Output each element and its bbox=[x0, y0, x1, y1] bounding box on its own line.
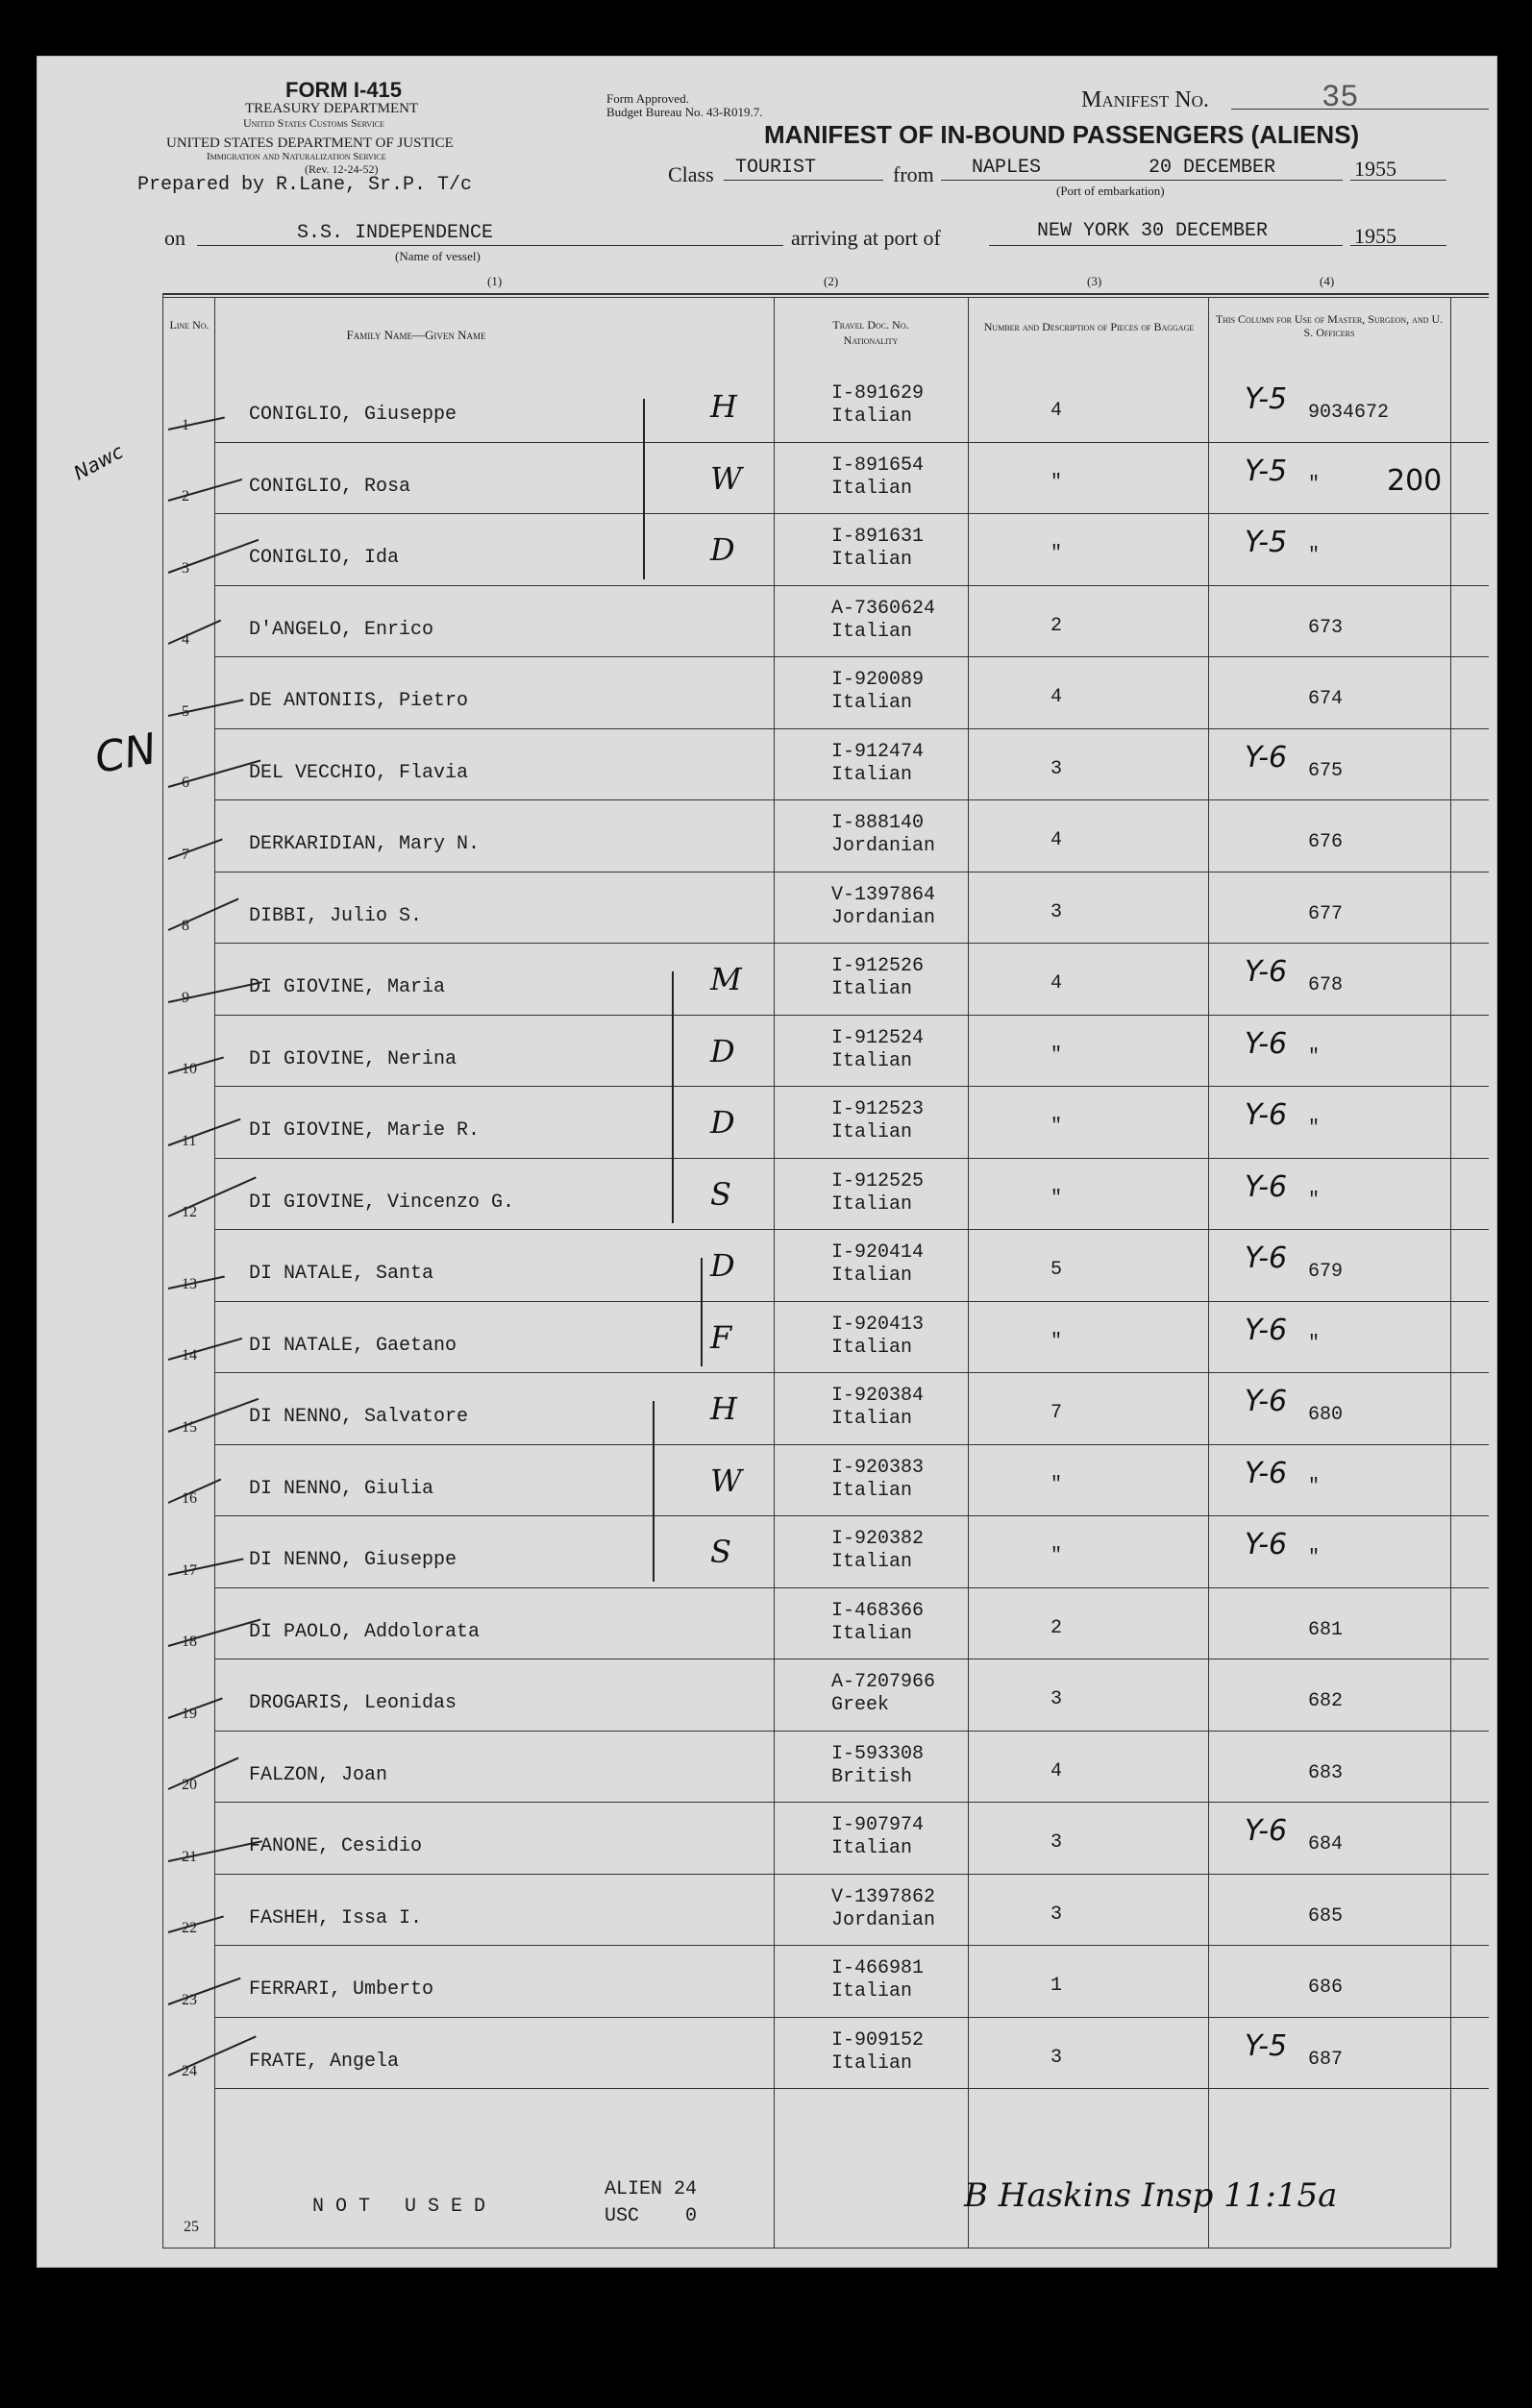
status-mark: Y-5 bbox=[1245, 382, 1288, 417]
relation-mark: D bbox=[710, 531, 735, 569]
line-number: 18 bbox=[182, 1634, 197, 1650]
status-mark: Y-6 bbox=[1245, 1528, 1288, 1562]
relation-mark: F bbox=[710, 1318, 732, 1356]
passenger-name: DE ANTONIIS, Pietro bbox=[249, 690, 469, 713]
line-number: 14 bbox=[182, 1347, 197, 1364]
travel-doc-number: I-466981 bbox=[831, 1957, 925, 1980]
line-number: 1 bbox=[182, 416, 189, 433]
travel-doc-number: A-7207966 bbox=[831, 1671, 936, 1694]
manifest-sheet bbox=[37, 56, 1497, 2268]
passenger-name: DI NENNO, Salvatore bbox=[249, 1406, 469, 1429]
baggage-count: " bbox=[1050, 1044, 1063, 1067]
travel-doc-number: I-920383 bbox=[831, 1456, 925, 1479]
status-mark: Y-6 bbox=[1245, 740, 1288, 774]
family-bracket bbox=[672, 971, 674, 1223]
line-number: 4 bbox=[182, 631, 189, 648]
baggage-count: 3 bbox=[1050, 900, 1063, 923]
prepared-by: Prepared by R.Lane, Sr.P. T/c bbox=[137, 174, 473, 196]
line-number: 17 bbox=[182, 1561, 197, 1579]
officer-number: 683 bbox=[1308, 1761, 1344, 1784]
revision: (Rev. 12-24-52) bbox=[305, 162, 379, 176]
passenger-name: DI NATALE, Santa bbox=[249, 1263, 434, 1286]
baggage-count: 3 bbox=[1050, 757, 1063, 780]
travel-doc-number: I-912474 bbox=[831, 740, 925, 763]
passenger-name: DI GIOVINE, Maria bbox=[249, 976, 446, 999]
baggage-count: " bbox=[1050, 1187, 1063, 1210]
passenger-name: DIBBI, Julio S. bbox=[249, 904, 423, 927]
class-label: Class bbox=[668, 162, 714, 186]
travel-doc-number: I-907974 bbox=[831, 1814, 925, 1837]
passenger-name: CONIGLIO, Rosa bbox=[249, 475, 411, 498]
travel-doc-number: I-920414 bbox=[831, 1241, 925, 1265]
line-number: 6 bbox=[182, 774, 189, 791]
customs-service: United States Customs Service bbox=[243, 116, 384, 130]
nationality: Italian bbox=[831, 1980, 913, 2003]
line-number: 19 bbox=[182, 1705, 197, 1722]
family-bracket bbox=[701, 1258, 703, 1366]
passenger-name: FERRARI, Umberto bbox=[249, 1978, 434, 2002]
status-mark: Y-6 bbox=[1245, 1241, 1288, 1276]
officer-number: " bbox=[1308, 1118, 1321, 1141]
travel-doc-number: I-912523 bbox=[831, 1098, 925, 1121]
table-row bbox=[37, 1659, 1496, 1731]
line-number: 5 bbox=[182, 702, 189, 720]
usc-count: USC 0 bbox=[605, 2205, 698, 2227]
table-row bbox=[37, 1444, 1496, 1516]
relation-mark: W bbox=[710, 1462, 742, 1499]
nationality: Italian bbox=[831, 1551, 913, 1574]
status-mark: Y-5 bbox=[1245, 526, 1288, 560]
travel-doc-number: I-912525 bbox=[831, 1169, 925, 1192]
passenger-name: DI GIOVINE, Nerina bbox=[249, 1047, 457, 1070]
line-number: 23 bbox=[182, 1991, 197, 2008]
officer-number: 687 bbox=[1308, 2048, 1344, 2071]
travel-doc-number: I-888140 bbox=[831, 812, 925, 835]
table-row bbox=[37, 585, 1496, 657]
baggage-count: 4 bbox=[1050, 686, 1063, 709]
justice-department: UNITED STATES DEPARTMENT OF JUSTICE bbox=[166, 135, 454, 151]
table-row bbox=[37, 943, 1496, 1015]
arriving-label: arriving at port of bbox=[791, 226, 941, 250]
relation-mark: M bbox=[710, 961, 742, 998]
line-number: 21 bbox=[182, 1848, 197, 1865]
manifest-number: 35 bbox=[1322, 80, 1359, 115]
line-number: 24 bbox=[182, 2063, 197, 2079]
relation-mark: S bbox=[710, 1534, 731, 1571]
status-mark: Y-5 bbox=[1245, 454, 1288, 488]
col-header-baggage: Number and Description of Pieces of Baggage bbox=[983, 320, 1195, 333]
nationality: Italian bbox=[831, 1192, 913, 1216]
col-header-doc: Travel Doc. No. bbox=[832, 318, 909, 332]
table-row bbox=[37, 728, 1496, 800]
table-row bbox=[37, 1802, 1496, 1874]
arrival-year: 1955 bbox=[1354, 224, 1396, 248]
table-row bbox=[37, 872, 1496, 944]
nationality: Italian bbox=[831, 1837, 913, 1860]
passenger-name: D'ANGELO, Enrico bbox=[249, 618, 434, 641]
passenger-name: DI GIOVINE, Vincenzo G. bbox=[249, 1191, 515, 1214]
table-row bbox=[37, 370, 1496, 442]
line-number: 20 bbox=[182, 1777, 197, 1793]
line-number: 22 bbox=[182, 1920, 197, 1936]
passenger-name: FASHEH, Issa I. bbox=[249, 1906, 423, 1929]
nationality: Italian bbox=[831, 978, 913, 1001]
nationality: Italian bbox=[831, 1265, 913, 1288]
baggage-count: " bbox=[1050, 543, 1063, 566]
passenger-name: CONIGLIO, Ida bbox=[249, 547, 400, 570]
nationality: Italian bbox=[831, 2052, 913, 2075]
officer-number: 677 bbox=[1308, 902, 1344, 925]
officer-number: 686 bbox=[1308, 1977, 1344, 2000]
col-header-officers: This Column for Use of Master, Surgeon, and U. S. Officers bbox=[1215, 312, 1444, 339]
officer-number: " bbox=[1308, 545, 1321, 568]
line-number: 9 bbox=[182, 989, 189, 1006]
travel-doc-number: I-920382 bbox=[831, 1528, 925, 1551]
passenger-name: FALZON, Joan bbox=[249, 1763, 388, 1786]
baggage-count: 4 bbox=[1050, 1759, 1063, 1782]
departure-date: 20 DECEMBER bbox=[1149, 157, 1276, 179]
line-number: 15 bbox=[182, 1418, 197, 1436]
passenger-name: DI NATALE, Gaetano bbox=[249, 1334, 457, 1357]
col-header-nationality: Nationality bbox=[843, 333, 899, 347]
budget-bureau: Budget Bureau No. 43-R019.7. bbox=[606, 105, 763, 119]
class-value: TOURIST bbox=[735, 157, 817, 179]
officer-number: 685 bbox=[1308, 1904, 1344, 1928]
passenger-name: DEL VECCHIO, Flavia bbox=[249, 761, 469, 784]
baggage-count: 4 bbox=[1050, 972, 1063, 995]
table-row bbox=[37, 439, 1496, 514]
nationality: Italian bbox=[831, 1049, 913, 1072]
embarkation-caption: (Port of embarkation) bbox=[1056, 184, 1165, 198]
nationality: Italian bbox=[831, 1336, 913, 1359]
table-row bbox=[37, 1515, 1496, 1587]
baggage-count: 3 bbox=[1050, 2046, 1063, 2069]
travel-doc-number: I-920384 bbox=[831, 1385, 925, 1408]
table-row bbox=[37, 1945, 1496, 2017]
travel-doc-number: I-920413 bbox=[831, 1313, 925, 1336]
line-number: 12 bbox=[182, 1204, 197, 1220]
officer-number: " bbox=[1308, 1475, 1321, 1498]
officer-number: 9034672 bbox=[1308, 402, 1390, 425]
travel-doc-number: I-909152 bbox=[831, 2028, 925, 2052]
passenger-name: DI NENNO, Giulia bbox=[249, 1477, 434, 1500]
passenger-name: DI GIOVINE, Marie R. bbox=[249, 1119, 481, 1143]
line-number: 16 bbox=[182, 1490, 197, 1507]
ins-service: Immigration and Naturalization Service bbox=[207, 151, 386, 162]
table-row bbox=[37, 1731, 1496, 1803]
travel-doc-number: I-468366 bbox=[831, 1599, 925, 1622]
status-mark: Y-6 bbox=[1245, 1169, 1288, 1204]
table-row bbox=[37, 1229, 1496, 1301]
officer-number: 678 bbox=[1308, 974, 1344, 997]
baggage-count: " bbox=[1050, 471, 1063, 494]
manifest-title: MANIFEST OF IN-BOUND PASSENGERS (ALIENS) bbox=[764, 120, 1360, 149]
travel-doc-number: V-1397864 bbox=[831, 883, 936, 906]
officer-number: 680 bbox=[1308, 1404, 1344, 1427]
line-number: 11 bbox=[182, 1132, 197, 1149]
baggage-count: 7 bbox=[1050, 1402, 1063, 1425]
table-row bbox=[37, 513, 1496, 585]
status-mark: Y-5 bbox=[1245, 2028, 1288, 2063]
passenger-name: FRATE, Angela bbox=[249, 2050, 400, 2073]
officer-number: 675 bbox=[1308, 759, 1344, 782]
baggage-count: 3 bbox=[1050, 1831, 1063, 1855]
nationality: Italian bbox=[831, 405, 913, 429]
table-row bbox=[37, 1086, 1496, 1158]
officer-number: 676 bbox=[1308, 831, 1344, 854]
family-bracket bbox=[643, 399, 645, 579]
officer-number: 684 bbox=[1308, 1833, 1344, 1856]
vessel-caption: (Name of vessel) bbox=[395, 249, 481, 263]
travel-doc-number: I-891629 bbox=[831, 382, 925, 405]
col-header-line-no: Line No. bbox=[169, 318, 210, 332]
baggage-count: 1 bbox=[1050, 1975, 1063, 1998]
line-number: 3 bbox=[182, 559, 189, 577]
nationality: Italian bbox=[831, 1121, 913, 1144]
form-approved: Form Approved. bbox=[606, 91, 689, 106]
nationality: Italian bbox=[831, 763, 913, 786]
relation-mark: S bbox=[710, 1175, 731, 1213]
nationality: Italian bbox=[831, 1622, 913, 1645]
baggage-count: 3 bbox=[1050, 1903, 1063, 1926]
relation-mark: D bbox=[710, 1032, 735, 1069]
baggage-count: " bbox=[1050, 1473, 1063, 1496]
nationality: Jordanian bbox=[831, 835, 936, 858]
status-mark: Y-6 bbox=[1245, 955, 1288, 990]
vessel-name: S.S. INDEPENDENCE bbox=[297, 222, 494, 244]
baggage-count: 5 bbox=[1050, 1259, 1063, 1282]
travel-doc-number: A-7360624 bbox=[831, 597, 936, 620]
nationality: British bbox=[831, 1765, 913, 1788]
status-mark: Y-6 bbox=[1245, 1385, 1288, 1419]
baggage-count: 4 bbox=[1050, 400, 1063, 423]
officer-number: " bbox=[1308, 473, 1321, 496]
not-used: N O T U S E D bbox=[312, 2196, 486, 2218]
table-row bbox=[37, 1158, 1496, 1230]
departure-year: 1955 bbox=[1354, 157, 1396, 181]
passenger-name: DI NENNO, Giuseppe bbox=[249, 1549, 457, 1572]
nationality: Italian bbox=[831, 692, 913, 715]
col-header-name: Family Name—Given Name bbox=[346, 328, 486, 342]
arrival-port-date: NEW YORK 30 DECEMBER bbox=[1037, 220, 1269, 242]
table-row bbox=[37, 1587, 1496, 1659]
inspector-signature: B Haskins Insp 11:15a bbox=[964, 2176, 1338, 2215]
relation-mark: H bbox=[710, 1390, 737, 1428]
row-divider bbox=[214, 2088, 1489, 2089]
travel-doc-number: I-891654 bbox=[831, 454, 925, 477]
nationality: Italian bbox=[831, 549, 913, 572]
table-row bbox=[37, 1874, 1496, 1946]
alien-count: ALIEN 24 bbox=[605, 2178, 698, 2200]
col-num-4: (4) bbox=[1320, 274, 1335, 288]
passenger-name: DI PAOLO, Addolorata bbox=[249, 1620, 481, 1643]
baggage-count: 2 bbox=[1050, 1616, 1063, 1639]
relation-mark: H bbox=[710, 388, 737, 426]
officer-number: " bbox=[1308, 1045, 1321, 1069]
col-num-1: (1) bbox=[487, 274, 503, 288]
officer-number: 681 bbox=[1308, 1618, 1344, 1641]
officer-number: " bbox=[1308, 1547, 1321, 1570]
manifest-label: Manifest No. bbox=[1081, 87, 1209, 112]
col-num-3: (3) bbox=[1087, 274, 1102, 288]
nationality: Jordanian bbox=[831, 1908, 936, 1931]
nationality: Greek bbox=[831, 1694, 890, 1717]
travel-doc-number: I-891631 bbox=[831, 526, 925, 549]
passenger-name: FANONE, Cesidio bbox=[249, 1835, 423, 1858]
status-mark: Y-6 bbox=[1245, 1456, 1288, 1490]
officer-number: 679 bbox=[1308, 1261, 1344, 1284]
col-num-2: (2) bbox=[824, 274, 839, 288]
passenger-name: DERKARIDIAN, Mary N. bbox=[249, 833, 481, 856]
line-number-25: 25 bbox=[184, 2219, 199, 2235]
officer-number: 674 bbox=[1308, 688, 1344, 711]
passenger-name: CONIGLIO, Giuseppe bbox=[249, 404, 457, 427]
relation-mark: D bbox=[710, 1247, 735, 1285]
baggage-count: " bbox=[1050, 1545, 1063, 1568]
relation-mark: D bbox=[710, 1104, 735, 1142]
table-row bbox=[37, 656, 1496, 728]
baggage-count: 2 bbox=[1050, 614, 1063, 637]
status-mark: Y-6 bbox=[1245, 1313, 1288, 1347]
travel-doc-number: I-912526 bbox=[831, 955, 925, 978]
table-row bbox=[37, 799, 1496, 872]
line-number: 13 bbox=[182, 1275, 197, 1292]
baggage-count: " bbox=[1050, 1330, 1063, 1353]
officer-number: 682 bbox=[1308, 1690, 1344, 1713]
form-number: FORM I-415 bbox=[285, 78, 403, 102]
port-of-embarkation: NAPLES bbox=[972, 157, 1042, 179]
nationality: Italian bbox=[831, 620, 913, 643]
margin-note-1: Nawc bbox=[69, 439, 128, 485]
table-row bbox=[37, 2017, 1496, 2089]
margin-note-2: CN bbox=[91, 724, 161, 784]
travel-doc-number: I-912524 bbox=[831, 1026, 925, 1049]
status-mark: Y-6 bbox=[1245, 1098, 1288, 1133]
baggage-count: 3 bbox=[1050, 1688, 1063, 1711]
line-number: 7 bbox=[182, 846, 189, 863]
from-label: from bbox=[893, 162, 934, 186]
nationality: Italian bbox=[831, 1408, 913, 1431]
table-row bbox=[37, 1301, 1496, 1373]
travel-doc-number: I-920089 bbox=[831, 669, 925, 692]
side-count: 200 bbox=[1387, 464, 1443, 498]
officer-number: " bbox=[1308, 1189, 1321, 1212]
nationality: Italian bbox=[831, 1479, 913, 1502]
passenger-name: DROGARIS, Leonidas bbox=[249, 1692, 457, 1715]
on-label: on bbox=[164, 226, 185, 250]
baggage-count: 4 bbox=[1050, 829, 1063, 852]
line-number: 8 bbox=[182, 918, 189, 934]
nationality: Italian bbox=[831, 477, 913, 500]
travel-doc-number: I-593308 bbox=[831, 1742, 925, 1765]
status-mark: Y-6 bbox=[1245, 1026, 1288, 1061]
family-bracket bbox=[653, 1401, 655, 1582]
table-row bbox=[37, 1372, 1496, 1444]
line-number: 2 bbox=[182, 488, 189, 504]
treasury-department: TREASURY DEPARTMENT bbox=[245, 101, 419, 116]
line-number: 10 bbox=[182, 1061, 197, 1077]
officer-number: " bbox=[1308, 1332, 1321, 1355]
status-mark: Y-6 bbox=[1245, 1814, 1288, 1849]
table-row bbox=[37, 1015, 1496, 1087]
relation-mark: W bbox=[710, 459, 742, 497]
baggage-count: " bbox=[1050, 1116, 1063, 1139]
travel-doc-number: V-1397862 bbox=[831, 1885, 936, 1908]
nationality: Jordanian bbox=[831, 906, 936, 929]
officer-number: 673 bbox=[1308, 616, 1344, 639]
